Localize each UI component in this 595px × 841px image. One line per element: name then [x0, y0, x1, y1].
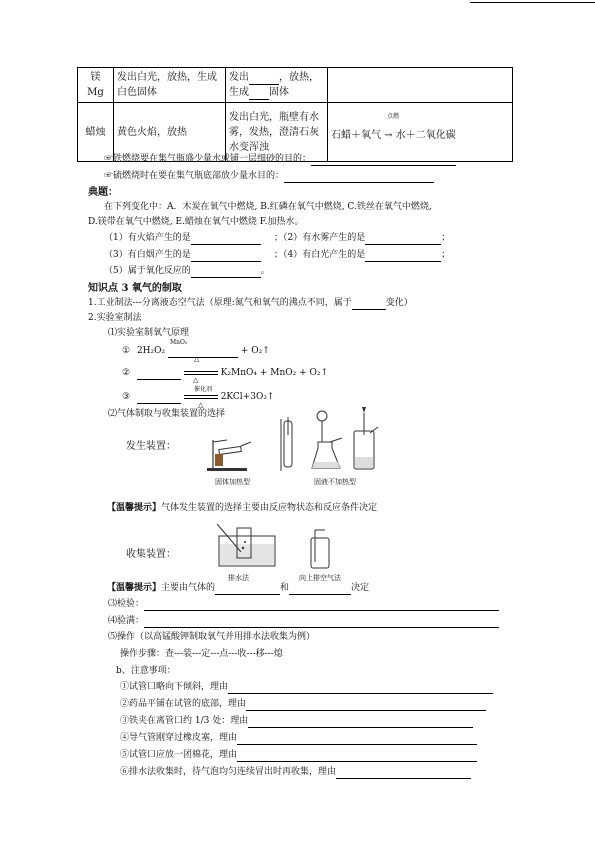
precaution-3: ③铁夹在离管口约 1/3 处：理由: [120, 715, 473, 728]
iron-note: ☞铁燃烧要在集气瓶盛少量水或铺一层细砂的目的：: [104, 153, 456, 166]
fill-blank[interactable]: [144, 627, 499, 628]
substance-cell: [78, 68, 114, 103]
equation-cell: [328, 68, 513, 103]
fill-blank[interactable]: [237, 744, 477, 745]
section-title: 知识点 3 氧气的制取: [88, 283, 182, 294]
fill-blank[interactable]: [248, 727, 473, 728]
fill-blank[interactable]: [336, 778, 471, 779]
fill-blank[interactable]: [137, 379, 181, 380]
heat-symbol: △: [198, 401, 204, 409]
tip-1: 【温馨提示】气体发生装置的选择主要由反应物状态和反应条件决定: [107, 503, 378, 513]
fill-blank[interactable]: [311, 165, 456, 166]
operation-steps: 操作步骤：查---装---定---点---收---移---熄: [120, 649, 283, 659]
water-method-label: 排水法: [228, 574, 249, 582]
fill-blank[interactable]: [228, 693, 493, 694]
precaution-5: ⑤试管口应放一团棉花，理由: [120, 749, 477, 762]
water-displacement-apparatus-icon: [215, 522, 281, 570]
oxygen-phenomenon-cell: 发出白光，瓶壁有水雾，发热，澄清石灰水变浑浊: [226, 103, 328, 162]
header-rule: [470, 2, 595, 3]
substance-name: 镁: [90, 72, 101, 83]
reaction-arrow: [184, 395, 218, 399]
equation-2: ② K₂MnO₄ + MnO₂ + O₂↑: [122, 368, 329, 378]
fill-blank[interactable]: [237, 761, 477, 762]
catalyst-label: MnO₂: [170, 339, 188, 346]
heat-symbol: △: [194, 355, 200, 363]
oxygen-phenomenon-cell: 发出 ，放热， 生成 固体: [226, 68, 328, 103]
collector-label: 收集装置：: [126, 549, 176, 560]
example-stem-2: D.镁带在氧气中燃烧, E.蜡烛在氧气中燃烧 F.加热水。: [88, 217, 304, 227]
reaction-arrow: [184, 371, 218, 375]
combustion-table: [77, 67, 513, 162]
catalyst-label: 催化剂: [194, 386, 213, 393]
air-phenomenon-cell: 黄色火焰，放热: [114, 103, 226, 162]
fill-blank[interactable]: [249, 74, 279, 85]
industrial-method: 1.工业制法---分离液态空气法（原理:氮气和氧气的沸点不同，属于 变化）: [88, 298, 413, 308]
fill-blank[interactable]: [246, 710, 486, 711]
solid-liquid-label: 固液不加热型: [314, 478, 356, 486]
example-stem-1: 在下列变化中：A．木炭在氧气中燃烧, B.红磷在氧气中燃烧, C.铁丝在氧气中燃烧,: [104, 202, 432, 212]
precaution-4: ④导气管刚穿过橡皮塞，理由: [120, 732, 477, 745]
bottle-apparatus-icon: [350, 405, 380, 471]
wax-equation: 石蜡＋氧气 → 水＋二氧化碳: [331, 129, 456, 141]
check-method: ⑶检验：: [108, 598, 499, 611]
generator-label: 发生装置：: [126, 441, 176, 452]
fill-blank[interactable]: [137, 403, 181, 404]
fill-blank[interactable]: [144, 610, 499, 611]
fill-blank[interactable]: [284, 182, 434, 183]
fill-blank[interactable]: [365, 261, 441, 262]
precaution-1: ①试管口略向下倾斜，理由: [120, 681, 493, 694]
example-title: 典题：: [88, 187, 118, 198]
apparatus-title: ⑵气体制取与收集装置的选择: [108, 409, 226, 419]
lab-method: 2.实验室制法: [88, 313, 142, 323]
substance-name: 蜡烛: [85, 126, 106, 138]
fill-blank[interactable]: [191, 277, 261, 278]
fill-blank[interactable]: [191, 244, 261, 245]
fill-blank[interactable]: [249, 89, 269, 100]
question-2: ；（2）有水雾产生的是 ；: [274, 233, 451, 243]
principle-title: ⑴实验室制氧气原理: [108, 328, 190, 338]
precaution-6: ⑥排水法收集时，待气泡均匀连续冒出时再收集，理由: [120, 766, 471, 779]
equation-3: ③ 2KCl+3O₂↑: [122, 392, 275, 402]
sulfur-note: ☞硫燃烧时在要在集气瓶底部放少量水目的：: [104, 170, 434, 183]
fill-blank[interactable]: [191, 261, 261, 262]
reaction-condition: 点燃: [387, 113, 400, 120]
flask-apparatus-icon: [310, 408, 346, 472]
substance-formula: Mg: [87, 87, 104, 98]
question-3: （3）有白烟产生的是: [104, 249, 261, 262]
question-4: ；（4）有白光产生的是 ；: [274, 250, 451, 260]
upward-air-label: 向上排空气法: [299, 574, 341, 582]
upward-air-apparatus-icon: [305, 528, 335, 570]
fill-blank[interactable]: [168, 357, 238, 358]
heat-symbol: △: [193, 376, 199, 384]
test-tube-apparatus-icon: [278, 415, 296, 473]
tip-2: 【温馨提示】主要由气体的 和 决定: [107, 583, 370, 593]
fill-blank[interactable]: [289, 594, 351, 595]
fill-blank[interactable]: [352, 309, 386, 310]
question-1: （1）有火焰产生的是: [104, 232, 261, 245]
table-row: [78, 68, 513, 103]
equation-1: ① 2H₂O₂ + O₂↑: [122, 346, 270, 356]
operation-title: ⑸操作（以高锰酸钾制取氧气并用排水法收集为例）: [108, 632, 316, 642]
full-check-method: ⑷验满：: [108, 615, 499, 628]
air-phenomenon-cell: 发出白光，放热，生成白色固体: [114, 68, 226, 103]
precaution-2: ②药品平铺在试管的底部，理由: [120, 698, 486, 711]
precautions-title: b、注意事项：: [116, 666, 176, 676]
solid-heating-label: 固体加热型: [215, 478, 250, 486]
fill-blank[interactable]: [215, 594, 280, 595]
fill-blank[interactable]: [365, 244, 441, 245]
solid-heating-apparatus-icon: [205, 430, 257, 474]
question-5: （5）属于氧化反应的 。: [104, 266, 270, 276]
